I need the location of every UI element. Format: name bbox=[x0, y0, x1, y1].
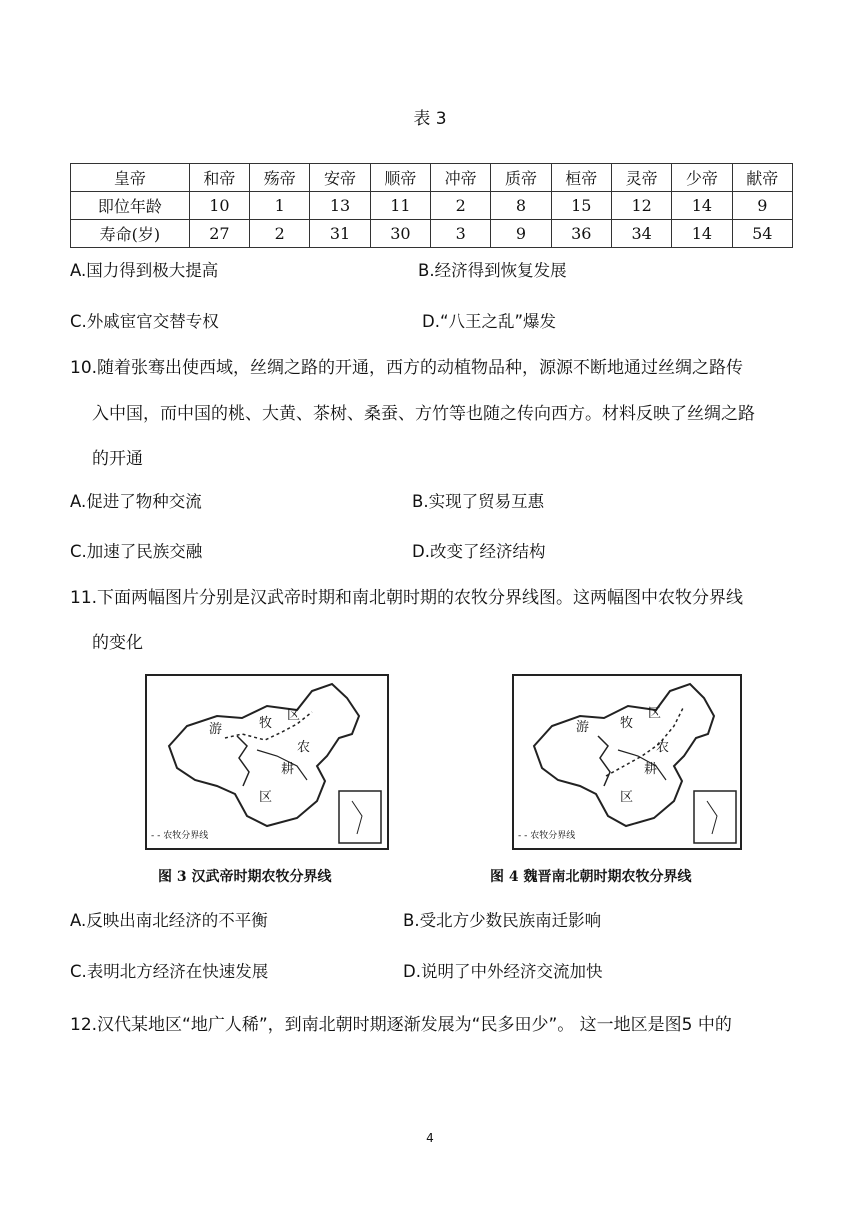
map1-label-nong: 农 bbox=[297, 740, 311, 755]
q10-option-d[interactable]: D.改变了经济结构 bbox=[412, 542, 546, 561]
map1-label-qu2: 区 bbox=[259, 790, 273, 805]
q10-option-a[interactable]: A.促进了物种交流 bbox=[70, 492, 202, 511]
q12-stem-line1: 12.汉代某地区“地广人稀”，到南北朝时期逐渐发展为“民多田少”。 这一地区是图5 中的 bbox=[70, 1015, 732, 1035]
table-cell: 14 bbox=[672, 220, 732, 248]
table-cell: 2 bbox=[250, 220, 310, 248]
emperor-table bbox=[70, 163, 793, 248]
table-cell: 34 bbox=[611, 220, 671, 248]
map-han-wudi bbox=[145, 674, 389, 850]
map2-label-mu: 牧 bbox=[620, 716, 634, 731]
q11-option-a[interactable]: A.反映出南北经济的不平衡 bbox=[70, 911, 268, 930]
table-cell: 9 bbox=[732, 192, 792, 220]
table-cell: 36 bbox=[551, 220, 611, 248]
maps-figure bbox=[140, 670, 760, 890]
q10-stem-line2: 入中国，而中国的桃、大黄、茶树、桑蚕、方竹等也随之传向西方。材料反映了丝绸之路 bbox=[92, 404, 755, 424]
q9-option-d[interactable]: D.“八王之乱”爆发 bbox=[422, 312, 557, 331]
china-outline-map-icon bbox=[514, 676, 740, 848]
table-row bbox=[71, 192, 793, 220]
page-number: 4 bbox=[426, 1131, 434, 1145]
table-header-label: 皇帝 bbox=[71, 164, 190, 192]
map1-label-qu1: 区 bbox=[287, 708, 301, 723]
table-header-cell: 安帝 bbox=[310, 164, 370, 192]
table-cell: 13 bbox=[310, 192, 370, 220]
map2-label-qu2: 区 bbox=[620, 790, 634, 805]
china-outline-map-icon bbox=[147, 676, 387, 848]
q11-option-c[interactable]: C.表明北方经济在快速发展 bbox=[70, 962, 269, 981]
table-cell: 3 bbox=[431, 220, 491, 248]
map1-label-mu: 牧 bbox=[259, 716, 273, 731]
table-cell: 54 bbox=[732, 220, 792, 248]
q9-option-b[interactable]: B.经济得到恢复发展 bbox=[418, 261, 567, 280]
table-row-label: 寿命(岁) bbox=[71, 220, 190, 248]
map2-caption: 图 4 魏晋南北朝时期农牧分界线 bbox=[490, 869, 692, 885]
map2-label-geng: 耕 bbox=[644, 762, 658, 777]
map2-label-nong: 农 bbox=[656, 740, 670, 755]
table-header-cell: 献帝 bbox=[732, 164, 792, 192]
map1-legend: - - 农牧分界线 bbox=[151, 831, 209, 841]
map1-label-you: 游 bbox=[209, 722, 223, 737]
q10-option-c[interactable]: C.加速了民族交融 bbox=[70, 542, 203, 561]
map1-label-geng: 耕 bbox=[281, 762, 295, 777]
table-cell: 8 bbox=[491, 192, 551, 220]
table-cell: 27 bbox=[189, 220, 249, 248]
table-header-cell: 殇帝 bbox=[250, 164, 310, 192]
table-cell: 2 bbox=[431, 192, 491, 220]
q10-stem-line3: 的开通 bbox=[92, 449, 143, 469]
table-header-cell: 冲帝 bbox=[431, 164, 491, 192]
table-row bbox=[71, 220, 793, 248]
table-header-cell: 质帝 bbox=[491, 164, 551, 192]
q10-stem-line1: 10.随着张骞出使西域，丝绸之路的开通，西方的动植物品种，源源不断地通过丝绸之路传 bbox=[70, 358, 744, 378]
table-cell: 12 bbox=[611, 192, 671, 220]
table-cell: 11 bbox=[370, 192, 430, 220]
q9-option-c[interactable]: C.外戚宦官交替专权 bbox=[70, 312, 219, 331]
map-wei-jin bbox=[512, 674, 742, 850]
table-row-label: 即位年龄 bbox=[71, 192, 190, 220]
table-cell: 1 bbox=[250, 192, 310, 220]
q11-stem-line1: 11.下面两幅图片分别是汉武帝时期和南北朝时期的农牧分界线图。这两幅图中农牧分界线 bbox=[70, 588, 744, 608]
map2-label-qu1: 区 bbox=[648, 706, 662, 721]
table-header-cell: 少帝 bbox=[672, 164, 732, 192]
q11-option-b[interactable]: B.受北方少数民族南迁影响 bbox=[403, 911, 602, 930]
table-cell: 15 bbox=[551, 192, 611, 220]
map2-label-you: 游 bbox=[576, 720, 590, 735]
table-header-row bbox=[71, 164, 793, 192]
map2-legend: - - 农牧分界线 bbox=[518, 831, 576, 841]
table-cell: 14 bbox=[672, 192, 732, 220]
table-caption: 表 3 bbox=[413, 109, 447, 129]
table-header-cell: 和帝 bbox=[189, 164, 249, 192]
table-header-cell: 桓帝 bbox=[551, 164, 611, 192]
q9-option-a[interactable]: A.国力得到极大提高 bbox=[70, 261, 219, 280]
map1-caption: 图 3 汉武帝时期农牧分界线 bbox=[158, 869, 332, 885]
q11-stem-line2: 的变化 bbox=[92, 633, 143, 653]
q10-option-b[interactable]: B.实现了贸易互惠 bbox=[412, 492, 545, 511]
table-cell: 31 bbox=[310, 220, 370, 248]
table-cell: 30 bbox=[370, 220, 430, 248]
table-header-cell: 灵帝 bbox=[611, 164, 671, 192]
table-cell: 10 bbox=[189, 192, 249, 220]
table-cell: 9 bbox=[491, 220, 551, 248]
table-header-cell: 顺帝 bbox=[370, 164, 430, 192]
q11-option-d[interactable]: D.说明了中外经济交流加快 bbox=[403, 962, 603, 981]
